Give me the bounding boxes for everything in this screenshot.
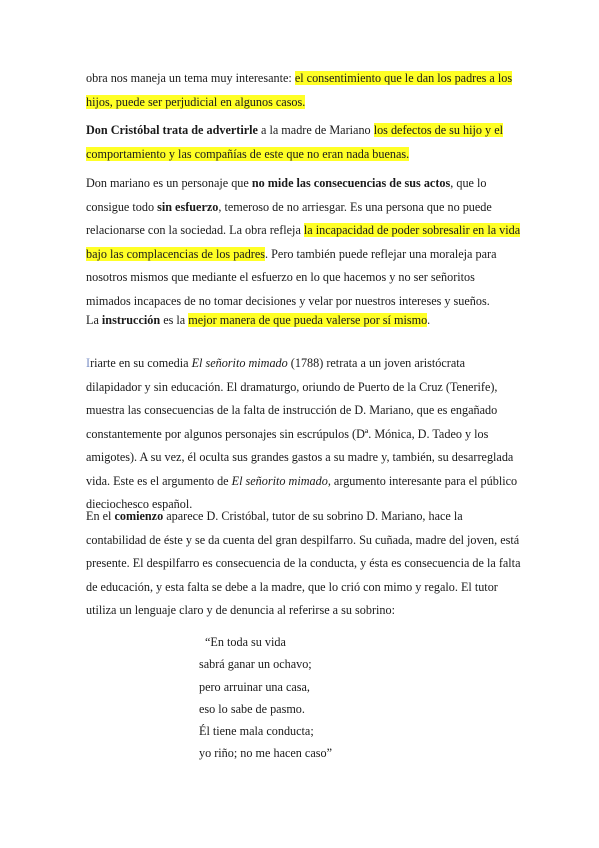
text: , que lo consigue todo [86,176,487,214]
text: es la [160,313,189,327]
verse-line: pero arruinar una casa, [199,679,310,694]
paragraph-cristobal [86,119,522,166]
highlighted-text: los defectos de su hijo y el comportamiento y las compañías de este que no eran nada buenas. [86,123,503,161]
text: obra nos maneja un tema muy interesante: [86,71,295,85]
text: Don mariano es un personaje que [86,176,252,190]
verse-quote [199,631,499,765]
verse-line: eso lo sabe de pasmo. [199,701,305,716]
bold-text: Don Cristóbal trata de advertirle [86,123,258,137]
text: aparece D. Cristóbal, tutor de su sobrino D. Mariano, hace la contabilidad de éste y se da cuenta del gran despilfarro. Su cuñada, madre del joven, está presente. El despilfarro es consecuencia de la conducta, y ésta es consecuencia de la falta de educación, y esta falta se debe a la madre, que lo crió con mimo y regalo. El tutor utiliza un lenguaje claro y de denuncia al referirse a su sobrino: [86,509,521,617]
bold-text: sin esfuerzo [157,199,219,214]
text: . [427,313,431,327]
verse-line: sabrá ganar un ochavo; [199,657,312,672]
bold-text: no mide las consecuencias de sus actos [251,176,451,190]
text: En el [86,509,115,523]
paragraph-mariano [86,172,522,313]
highlighted-text: mejor manera de que pueda valerse por sí mismo [188,313,428,327]
text: La [86,313,102,327]
text: a la madre de Mariano [257,123,374,137]
italic-title: El señorito mimado [231,473,328,488]
highlighted-text: la incapacidad de poder sobresalir en la vida bajo las complacencias de los padres [86,223,521,261]
drop-letter: I [86,356,91,370]
bold-text: comienzo [114,509,164,523]
highlighted-text: el consentimiento que le dan los padres a los hijos, puede ser perjudicial en algunos casos. [86,71,513,109]
text: . Pero también puede reflejar una moraleja para nosotros mismos que mediante el esfuerzo en lo que hacemos y no ser señoritos mimados incapaces de no tomar decisiones y velar por nuestros intereses y sueños. [86,246,497,308]
text: , argumento interesante para el público dieciochesco español. [86,473,518,511]
verse-line: “En toda su vida [205,635,286,649]
paragraph-comienzo [86,505,522,623]
verse-line: yo riño; no me hacen caso” [199,746,332,761]
paragraph-intro [86,67,522,114]
italic-title: El señorito mimado [191,356,288,370]
text: riarte en su comedia [90,356,192,370]
text: (1788) retrata a un joven aristócrata dilapidador y sin educación. El dramaturgo, oriundo de Puerto de la Cruz (Tenerife), muestra las consecuencias de la falta de instrucción de D. Mariano, que es engañado constantemente por algunos personajes sin escrúpulos (Dª. Mónica, D. Tadeo y los amigotes). A su vez, él oculta sus grandes gastos a su madre y, también, su desarreglada vida. Este es el argumento de [86,356,514,488]
paragraph-iriarte [86,352,522,517]
verse-line: Él tiene mala conducta; [199,724,314,739]
bold-text: instrucción [101,313,161,327]
paragraph-instruccion [86,309,522,333]
text: , temeroso de no arriesgar. Es una persona que no puede relacionarse con la sociedad. La obra refleja [86,199,492,237]
